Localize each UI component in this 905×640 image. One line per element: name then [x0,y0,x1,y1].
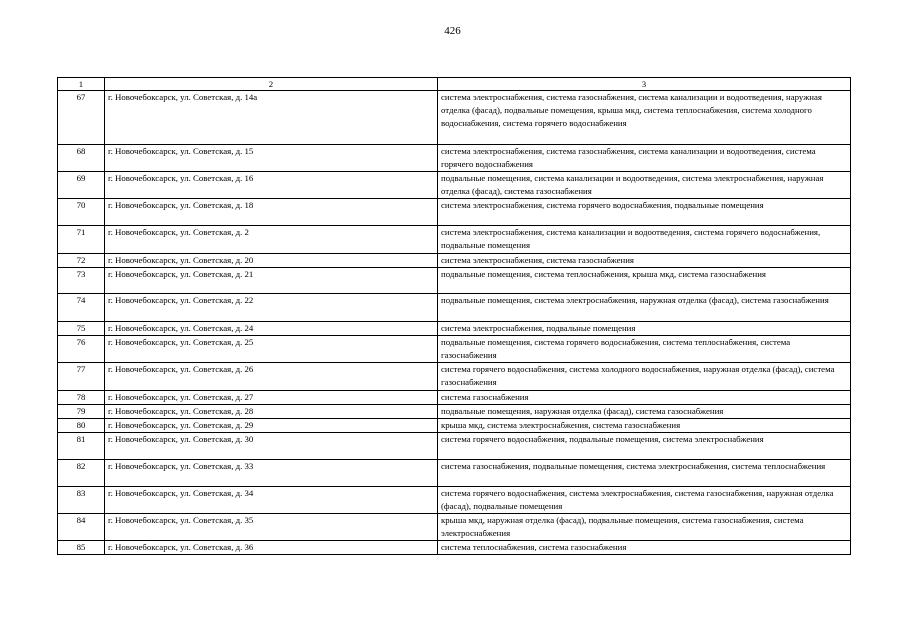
table-row [58,541,851,555]
systems-cell: система газоснабжения, подвальные помещения, система электроснабжения, система теплоснабжения [438,460,851,487]
row-number-cell: 73 [58,268,105,294]
row-number-cell: 80 [58,419,105,433]
table-row [58,294,851,322]
systems-cell: система электроснабжения, система газоснабжения, система канализации и водоотведения, система горячего водоснабжения [438,145,851,172]
row-number-cell: 84 [58,514,105,541]
address-cell: г. Новочебоксарск, ул. Советская, д. 21 [105,268,438,294]
systems-cell: система электроснабжения, подвальные помещения [438,322,851,336]
systems-cell: система теплоснабжения, система газоснабжения [438,541,851,555]
address-cell: г. Новочебоксарск, ул. Советская, д. 28 [105,405,438,419]
address-cell: г. Новочебоксарск, ул. Советская, д. 16 [105,172,438,199]
row-number-cell: 75 [58,322,105,336]
row-number-cell: 82 [58,460,105,487]
table-row [58,514,851,541]
table-row [58,433,851,460]
address-cell: г. Новочебоксарск, ул. Советская, д. 33 [105,460,438,487]
systems-cell: система горячего водоснабжения, система электроснабжения, система газоснабжения, наружная отделка (фасад), подвальные помещения [438,487,851,514]
row-number-cell: 74 [58,294,105,322]
row-number-cell: 68 [58,145,105,172]
systems-cell: система электроснабжения, система канализации и водоотведения, система горячего водоснабжения, подвальные помещения [438,226,851,254]
row-number-cell: 83 [58,487,105,514]
table-row [58,145,851,172]
table-header-row [58,78,851,91]
buildings-systems-table [57,77,851,555]
table-row [58,419,851,433]
table-row [58,254,851,268]
table-row [58,336,851,363]
systems-cell: система газоснабжения [438,391,851,405]
systems-cell: подвальные помещения, система теплоснабжения, крыша мкд, система газоснабжения [438,268,851,294]
table-row [58,363,851,391]
systems-cell: подвальные помещения, система горячего водоснабжения, система теплоснабжения, система газоснабжения [438,336,851,363]
row-number-cell: 69 [58,172,105,199]
systems-cell: система электроснабжения, система горячего водоснабжения, подвальные помещения [438,199,851,226]
address-cell: г. Новочебоксарск, ул. Советская, д. 18 [105,199,438,226]
systems-cell: крыша мкд, наружная отделка (фасад), подвальные помещения, система газоснабжения, система электроснабжения [438,514,851,541]
row-number-cell: 78 [58,391,105,405]
row-number-cell: 72 [58,254,105,268]
row-number-cell: 71 [58,226,105,254]
row-number-cell: 79 [58,405,105,419]
systems-cell: система электроснабжения, система газоснабжения, система канализации и водоотведения, наружная отделка (фасад), подвальные помещения, крыша мкд, система теплоснабжения, система холодного водоснабжения, система горячего водоснабжения [438,91,851,145]
column-header-3: 3 [438,78,851,91]
systems-cell: система горячего водоснабжения, подвальные помещения, система электроснабжения [438,433,851,460]
systems-cell: крыша мкд, система электроснабжения, система газоснабжения [438,419,851,433]
table-row [58,405,851,419]
address-cell: г. Новочебоксарск, ул. Советская, д. 34 [105,487,438,514]
row-number-cell: 85 [58,541,105,555]
systems-cell: система горячего водоснабжения, система холодного водоснабжения, наружная отделка (фасад), система газоснабжения [438,363,851,391]
address-cell: г. Новочебоксарск, ул. Советская, д. 35 [105,514,438,541]
column-header-1: 1 [58,78,105,91]
table-row [58,199,851,226]
table-row [58,91,851,145]
address-cell: г. Новочебоксарск, ул. Советская, д. 27 [105,391,438,405]
systems-cell: подвальные помещения, наружная отделка (фасад), система газоснабжения [438,405,851,419]
table-row [58,226,851,254]
table-row [58,460,851,487]
row-number-cell: 67 [58,91,105,145]
table-row [58,391,851,405]
address-cell: г. Новочебоксарск, ул. Советская, д. 24 [105,322,438,336]
address-cell: г. Новочебоксарск, ул. Советская, д. 36 [105,541,438,555]
table-row [58,172,851,199]
row-number-cell: 77 [58,363,105,391]
address-cell: г. Новочебоксарск, ул. Советская, д. 15 [105,145,438,172]
page-number: 426 [444,25,461,37]
address-cell: г. Новочебоксарск, ул. Советская, д. 14а [105,91,438,145]
address-cell: г. Новочебоксарск, ул. Советская, д. 22 [105,294,438,322]
row-number-cell: 70 [58,199,105,226]
systems-cell: система электроснабжения, система газоснабжения [438,254,851,268]
table-row [58,487,851,514]
address-cell: г. Новочебоксарск, ул. Советская, д. 20 [105,254,438,268]
systems-cell: подвальные помещения, система электроснабжения, наружная отделка (фасад), система газоснабжения [438,294,851,322]
address-cell: г. Новочебоксарск, ул. Советская, д. 2 [105,226,438,254]
address-cell: г. Новочебоксарск, ул. Советская, д. 29 [105,419,438,433]
address-cell: г. Новочебоксарск, ул. Советская, д. 30 [105,433,438,460]
systems-cell: подвальные помещения, система канализации и водоотведения, система электроснабжения, наружная отделка (фасад), система газоснабжения [438,172,851,199]
row-number-cell: 81 [58,433,105,460]
table-row [58,268,851,294]
address-cell: г. Новочебоксарск, ул. Советская, д. 25 [105,336,438,363]
row-number-cell: 76 [58,336,105,363]
column-header-2: 2 [105,78,438,91]
address-cell: г. Новочебоксарск, ул. Советская, д. 26 [105,363,438,391]
table-row [58,322,851,336]
